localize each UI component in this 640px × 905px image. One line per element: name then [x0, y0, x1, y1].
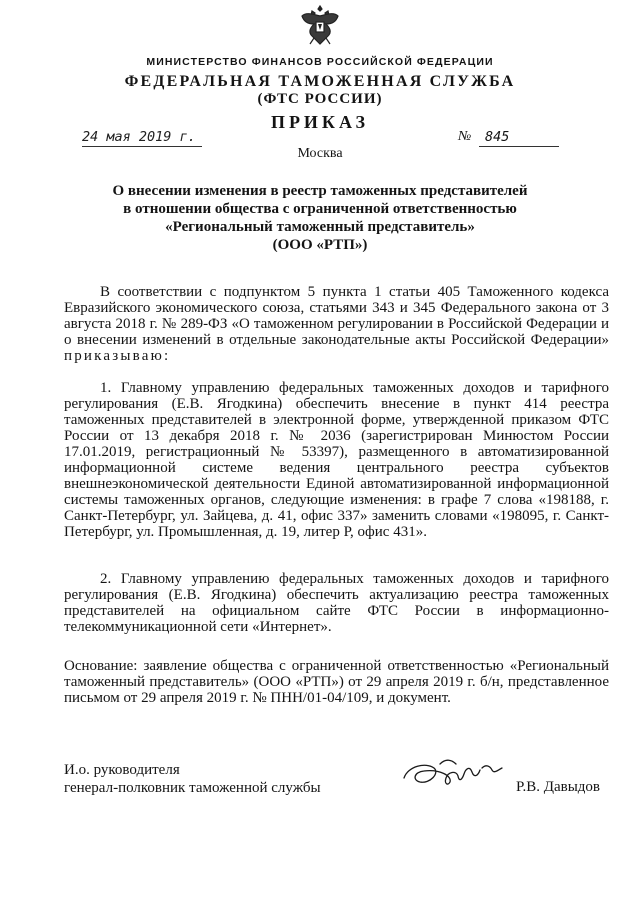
signatory-title-line-2: генерал-полковник таможенной службы: [64, 780, 321, 796]
preamble-text: В соответствии с подпунктом 5 пункта 1 статьи 405 Таможенного кодекса Евразийского экономического союза, статьями 343 и 345 Федерального закона от 3 августа 2018 г. № 289-ФЗ «О таможенном регулировании в Российской Федерации и о внесении изменений в отдельные законодательные акты Российской Федерации»: [64, 284, 609, 348]
basis-paragraph: Основание: заявление общества с ограниченной ответственностью «Региональный таможенный представитель» (ООО «РТП») от 29 апреля 2019 г. б/н, представленное письмом от 29 апреля 2019 г. № ПНН/01-04/109, и документ.: [64, 658, 609, 706]
clause-2: 2. Главному управлению федеральных таможенных доходов и тарифного регулирования (Е.В. Ягодкина) обеспечить актуализацию реестра таможенных представителей на официальном сайте ФТС России в информационно-телекоммуникационной сети «Интернет».: [64, 571, 609, 635]
order-date: 24 мая 2019 г.: [82, 129, 202, 147]
document-type: ПРИКАЗ: [270, 112, 370, 132]
heading-line-2: в отношении общества с ограниченной ответственностью: [123, 201, 517, 217]
order-heading: [90, 182, 550, 254]
heading-line-1: О внесении изменения в реестр таможенных представителей: [112, 183, 528, 199]
state-emblem-icon: [300, 4, 340, 48]
city: Москва: [297, 146, 343, 161]
signatory-title-line-1: И.о. руководителя: [64, 762, 180, 778]
service-name: ФЕДЕРАЛЬНАЯ ТАМОЖЕННАЯ СЛУЖБА: [124, 73, 516, 90]
order-number: 845: [479, 129, 559, 147]
service-abbreviation: (ФТС РОССИИ): [257, 91, 383, 107]
signatory-name: Р.В. Давыдов: [516, 779, 600, 795]
order-number-label: №: [458, 129, 472, 144]
preamble-paragraph: [64, 284, 609, 364]
handwritten-signature-icon: [400, 752, 508, 796]
clause-1: 1. Главному управлению федеральных таможенных доходов и тарифного регулирования (Е.В. Ягодкина) обеспечить внесение в пункт 414 реестра таможенных представителей в электронной форме, утвержденной приказом ФТС России от 13 декабря 2018 г. № 2036 (зарегистрирован Минюстом России 17.01.2019, регистрационный № 53397), размещенного в автоматизированной информационной системе ведения центрального реестра субъектов внешнеэкономической деятельности Единой автоматизированной информационной системы таможенных органов, следующие изменения: в графе 7 слова «198188, г. Санкт-Петербург, ул. Зайцева, д. 41, офис 337» заменить словами «198095, г. Санкт-Петербург, ул. Промышленная, д. 19, литер Р, офис 431».: [64, 380, 609, 540]
heading-line-3: «Региональный таможенный представитель»: [165, 219, 475, 235]
heading-line-4: (ООО «РТП»): [272, 237, 368, 253]
ministry-name: МИНИСТЕРСТВО ФИНАНСОВ РОССИЙСКОЙ ФЕДЕРАЦИИ: [146, 56, 494, 68]
signatory-title: [64, 761, 321, 797]
order-word: приказываю:: [64, 348, 171, 364]
